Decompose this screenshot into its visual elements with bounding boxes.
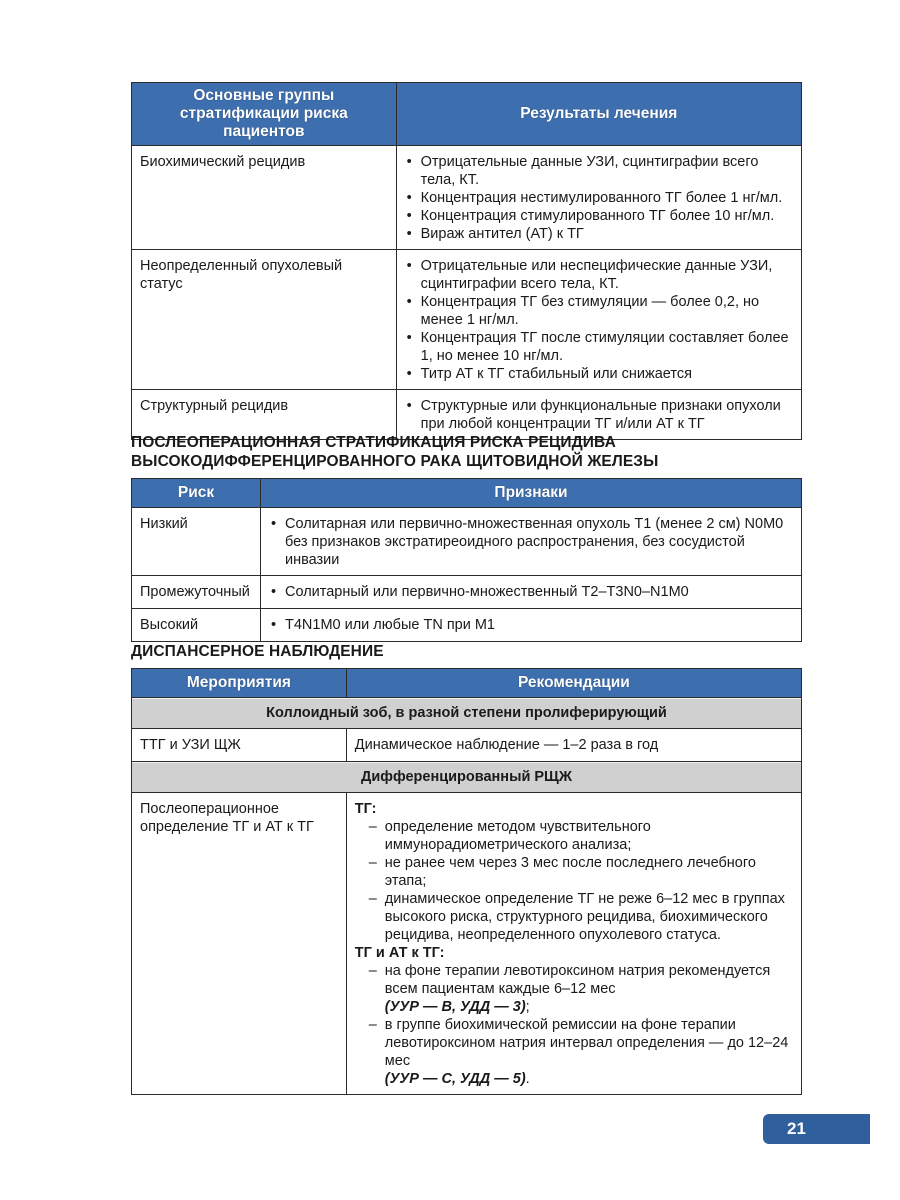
risk-cell: Низкий [132, 508, 261, 576]
followup-table [131, 668, 802, 1095]
measure-cell: ТТГ и УЗИ ЩЖ [132, 729, 347, 762]
list-item: • Концентрация нестимулированного ТГ более 1 нг/мл. [405, 189, 793, 207]
list-item: – в группе биохимической ремиссии на фоне терапии левотироксином натрия интервал определения — до 12–24 мес (УУР — C, УДД — 5). [369, 1016, 793, 1088]
tg-label: ТГ [354, 801, 372, 817]
header-signs: Признаки [260, 479, 801, 508]
group-row-differentiated-cancer: Дифференцированный РЩЖ [132, 762, 802, 793]
table-row [132, 390, 802, 440]
measure-cell: Послеоперационное определение ТГ и АТ к ТГ [132, 793, 347, 1095]
list-item: – не ранее чем через 3 мес после последнего лечебного этапа; [369, 854, 793, 890]
header-treatment-results: Результаты лечения [396, 83, 801, 146]
table-row [132, 793, 802, 1095]
risk-table [131, 478, 802, 642]
group-row-colloid-goiter: Коллоидный зоб, в разной степени пролиферирующий [132, 698, 802, 729]
table-row [132, 146, 802, 250]
list-item: • Титр АТ к ТГ стабильный или снижается [405, 365, 793, 383]
list-item: • Солитарный или первично-множественный T2–T3N0–N1M0 [269, 583, 793, 601]
group-cell: Структурный рецидив [132, 390, 397, 440]
tg-at-label: ТГ и АТ к ТГ [354, 945, 440, 961]
group-cell: Неопределенный опухолевый статус [132, 250, 397, 390]
section-heading-risk: ПОСЛЕОПЕРАЦИОННАЯ СТРАТИФИКАЦИЯ РИСКА РЕЦИДИВА ВЫСОКОДИФФЕРЕНЦИРОВАННОГО РАКА ЩИТОВИДНОЙ ЖЕЛЕЗЫ [131, 434, 659, 470]
recommendation-cell: Динамическое наблюдение — 1–2 раза в год [346, 729, 801, 762]
evidence-level: (УУР — C, УДД — 5) [384, 1071, 526, 1087]
table-row [132, 508, 802, 576]
list-item: – определение методом чувствительного иммунорадиометрического анализа; [369, 818, 793, 854]
risk-cell: Высокий [132, 609, 261, 642]
recommendation-cell: ТГ: – определение методом чувствительного иммунорадиометрического анализа; – не ранее чем через 3 мес после последнего лечебного этапа; – динамическое определение ТГ не реже 6–12 мес в группах высокого риска, структурного рецидива, биохимического рецидива, неопределенного опухолевого статуса. ТГ и АТ к ТГ: – на фоне терапии левотироксином натрия рекомендуется всем пациентам каждые 6–12 мес (УУР — B, УДД — 3); – в группе биохимической ремиссии на фоне терапии левотироксином натрия интервал определения — до 12–24 мес (УУР — C, УДД — 5). [346, 793, 801, 1095]
table-row [132, 250, 802, 390]
group-cell: Биохимический рецидив [132, 146, 397, 250]
table-row [132, 609, 802, 642]
list-item: • Структурные или функциональные признаки опухоли при любой концентрации ТГ и/или АТ к ТГ [405, 397, 793, 433]
page-number: 21 [763, 1114, 870, 1144]
header-recommendations: Рекомендации [346, 669, 801, 698]
results-list [405, 257, 793, 383]
results-list [405, 153, 793, 243]
list-item: • Концентрация ТГ без стимуляции — более 0,2, но менее 1 нг/мл. [405, 293, 793, 329]
section-heading-followup: ДИСПАНСЕРНОЕ НАБЛЮДЕНИЕ [131, 643, 384, 660]
header-risk: Риск [132, 479, 261, 508]
list-item: • T4N1M0 или любые TN при M1 [269, 616, 793, 634]
risk-groups-table [131, 82, 802, 440]
tg-at-list [355, 962, 793, 1088]
table-row [132, 576, 802, 609]
header-measures: Мероприятия [132, 669, 347, 698]
list-item: • Отрицательные или неспецифические данные УЗИ, сцинтиграфии всего тела, КТ. [405, 257, 793, 293]
list-item: – динамическое определение ТГ не реже 6–12 мес в группах высокого риска, структурного рецидива, биохимического рецидива, неопределенного опухолевого статуса. [369, 890, 793, 944]
header-risk-groups: Основные группы стратификации риска пациентов [132, 83, 397, 146]
list-item: • Вираж антител (АТ) к ТГ [405, 225, 793, 243]
table-row [132, 729, 802, 762]
list-item: • Солитарная или первично-множественная опухоль T1 (менее 2 см) N0M0 без признаков экстратиреоидного распространения, без сосудистой инвазии [269, 515, 793, 569]
evidence-level: (УУР — B, УДД — 3) [384, 999, 526, 1015]
risk-cell: Промежуточный [132, 576, 261, 609]
list-item: – на фоне терапии левотироксином натрия рекомендуется всем пациентам каждые 6–12 мес (УУР — B, УДД — 3); [369, 962, 793, 1016]
results-list [405, 397, 793, 433]
list-item: • Концентрация ТГ после стимуляции составляет более 1, но менее 10 нг/мл. [405, 329, 793, 365]
tg-list [355, 818, 793, 944]
list-item: • Концентрация стимулированного ТГ более 10 нг/мл. [405, 207, 793, 225]
list-item: • Отрицательные данные УЗИ, сцинтиграфии всего тела, КТ. [405, 153, 793, 189]
